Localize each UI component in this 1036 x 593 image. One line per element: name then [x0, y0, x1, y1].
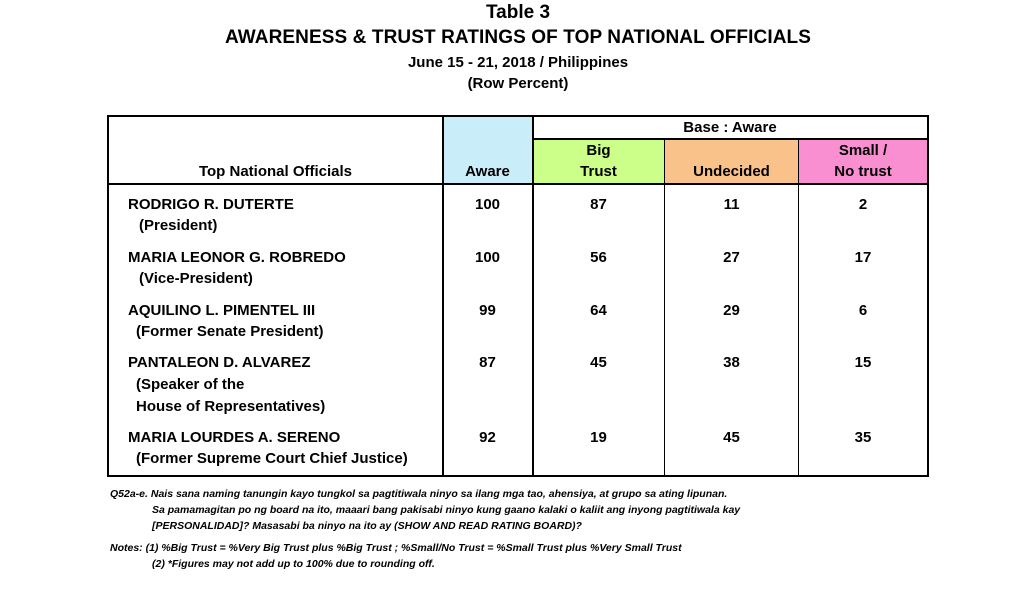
- undecided-value: 38: [723, 354, 740, 371]
- table-title: Table 3: [485, 2, 551, 23]
- big-trust-header-line2: Trust: [580, 163, 617, 180]
- officials-header: Top National Officials: [198, 163, 353, 180]
- big-trust-value: 56: [590, 249, 607, 266]
- aware-value: 99: [479, 302, 496, 319]
- official-role: (Vice-President): [139, 270, 253, 287]
- official-role: (Former Senate President): [136, 323, 324, 340]
- official-name: AQUILINO L. PIMENTEL III: [128, 302, 316, 319]
- official-name: PANTALEON D. ALVAREZ: [128, 354, 311, 371]
- notes-line1: Notes: (1) %Big Trust = %Very Big Trust plus %Big Trust ; %Small/No Trust = %Small Trust plus %Very Small Trust: [110, 542, 682, 554]
- undecided-value: 11: [723, 196, 740, 213]
- aware-value: 100: [474, 249, 501, 266]
- small-trust-header-line1: Small /: [838, 142, 888, 159]
- row-percent-line: (Row Percent): [467, 75, 569, 92]
- aware-value: 87: [479, 354, 496, 371]
- small-trust-header-line2: No trust: [834, 163, 892, 180]
- small-trust-value: 35: [854, 429, 872, 446]
- question-text-line3: [PERSONALIDAD]? Masasabi ba ninyo na ito ay (SHOW AND READ RATING BOARD)?: [152, 520, 582, 532]
- big-trust-value: 87: [590, 196, 607, 213]
- base-aware-label: Base : Aware: [683, 119, 777, 136]
- notes-line2: (2) *Figures may not add up to 100% due to rounding off.: [152, 558, 435, 570]
- undecided-value: 45: [723, 429, 740, 446]
- official-name: MARIA LOURDES A. SERENO: [128, 429, 341, 446]
- official-role-cont: House of Representatives): [136, 398, 326, 415]
- table-subtitle: AWARENESS & TRUST RATINGS OF TOP NATIONAL OFFICIALS: [224, 27, 812, 48]
- undecided-value: 27: [723, 249, 740, 266]
- official-name: MARIA LEONOR G. ROBREDO: [128, 249, 346, 266]
- official-role: (President): [139, 217, 218, 234]
- official-role: (Former Supreme Court Chief Justice): [136, 450, 408, 467]
- divider-header-body: [109, 183, 927, 185]
- small-trust-value: 2: [858, 196, 868, 213]
- small-trust-value: 17: [854, 249, 872, 266]
- aware-header: Aware: [465, 163, 510, 180]
- big-trust-value: 45: [590, 354, 607, 371]
- question-text-line1: Q52a-e. Nais sana naming tanungin kayo tungkol sa pagtitiwala ninyo sa ilang mga tao, ahensiya, at grupo sa ating lipunan.: [110, 488, 728, 500]
- undecided-value: 29: [723, 302, 740, 319]
- date-line: June 15 - 21, 2018 / Philippines: [407, 54, 629, 71]
- official-role: (Speaker of the: [136, 376, 245, 393]
- undecided-header: Undecided: [693, 163, 770, 180]
- question-text-line2: Sa pamamagitan po ng board na ito, maaari bang pakisabi ninyo kung gaano kalaki o kaliit ang inyong pagtitiwala kay: [152, 504, 741, 516]
- aware-value: 92: [479, 429, 496, 446]
- small-trust-value: 6: [858, 302, 868, 319]
- big-trust-value: 64: [590, 302, 607, 319]
- big-trust-header-line1: Big: [586, 142, 611, 159]
- aware-value: 100: [474, 196, 501, 213]
- big-trust-value: 19: [590, 429, 607, 446]
- official-name: RODRIGO R. DUTERTE: [128, 196, 294, 213]
- small-trust-value: 15: [854, 354, 872, 371]
- trust-table: [107, 115, 929, 477]
